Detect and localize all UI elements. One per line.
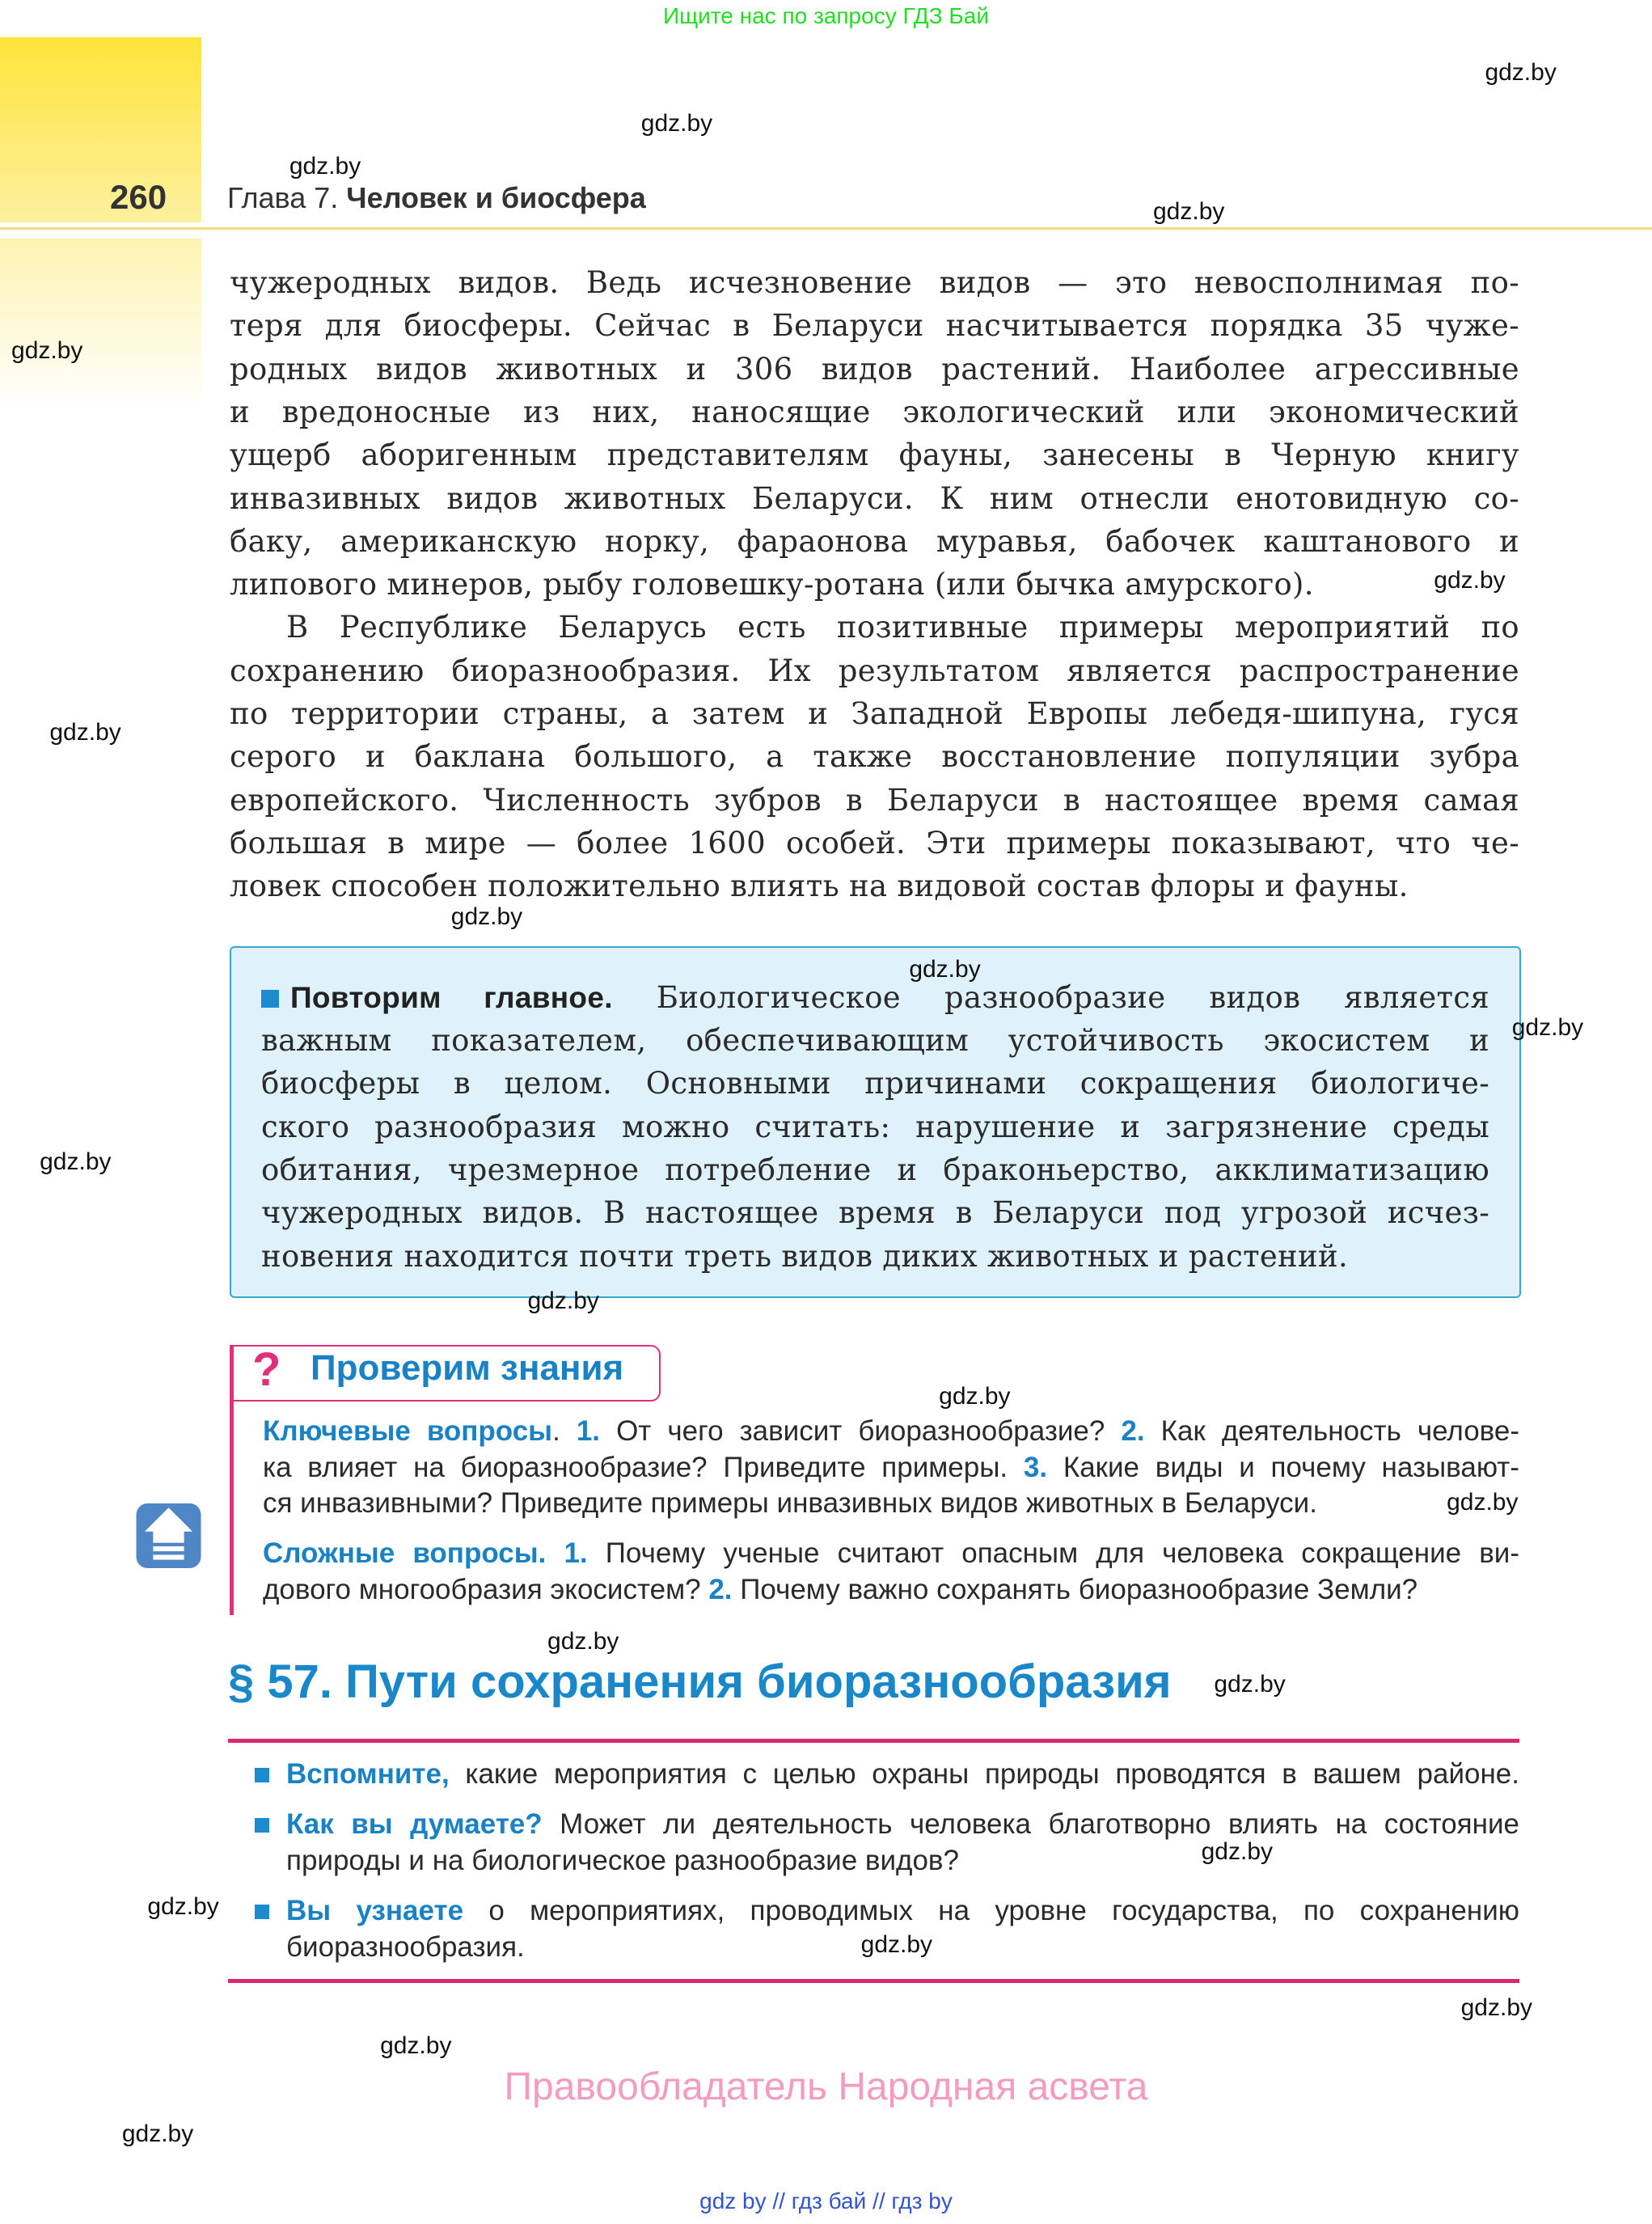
watermark: gdz.by bbox=[49, 718, 121, 746]
summary-line: обитания, чрезмерное потребление и браконьерство, акклиматизацию bbox=[261, 1152, 1489, 1187]
watermark: gdz.by bbox=[1460, 1994, 1532, 2021]
text-segment: Может ли деятельность человека благотворно влиять на состояние bbox=[542, 1808, 1519, 1840]
watermark: gdz.by bbox=[289, 152, 361, 180]
home-up-icon[interactable] bbox=[136, 1503, 201, 1568]
emphasis-text: 2. bbox=[1121, 1415, 1145, 1447]
intro-line bbox=[286, 1808, 1519, 1841]
body-line: европейского. Численность зубров в Беларуси в настоящее время самая bbox=[230, 782, 1519, 818]
question-line bbox=[263, 1574, 1519, 1606]
watermark: gdz.by bbox=[860, 1931, 933, 1959]
question-mark-icon: ? bbox=[252, 1343, 281, 1396]
text-segment: ка влияет на биоразнообразие? Приведите примеры. bbox=[263, 1452, 1024, 1483]
body-line: ущерб аборигенным представителям фауны, занесены в Черную книгу bbox=[230, 438, 1519, 473]
emphasis-text: 1. bbox=[576, 1415, 601, 1447]
watermark: gdz.by bbox=[11, 336, 83, 364]
body-line: В Республике Беларусь есть позитивные примеры мероприятий по bbox=[286, 610, 1519, 645]
chapter-prefix: Глава 7. bbox=[227, 181, 339, 214]
text-segment: дового многообразия экосистем? bbox=[263, 1574, 709, 1605]
text-segment bbox=[546, 1537, 564, 1569]
body-line: серого и баклана большого, а также восстановление популяции зубра bbox=[230, 739, 1519, 775]
text-segment: какие мероприятия с целью охраны природы проводятся в вашем районе. bbox=[449, 1758, 1519, 1790]
watermark: gdz.by bbox=[1511, 1013, 1584, 1041]
text-segment: о мероприятиях, проводимых на уровне государства, по сохранению bbox=[463, 1895, 1519, 1926]
watermark: gdz.by bbox=[380, 2032, 452, 2060]
question-line bbox=[263, 1537, 1519, 1570]
watermark: gdz.by bbox=[1485, 59, 1557, 87]
text-segment: От чего зависит биоразнообразие? bbox=[600, 1415, 1122, 1447]
watermark: gdz.by bbox=[1434, 567, 1506, 594]
body-line: большая в мире — более 1600 особей. Эти примеры показывают, что че- bbox=[230, 825, 1519, 860]
body-line: родных видов животных и 306 видов растений. Наиболее агрессивные bbox=[230, 351, 1519, 387]
body-line: теря для биосферы. Сейчас в Беларуси насчитывается порядка 35 чуже- bbox=[230, 308, 1519, 344]
text-segment: . bbox=[552, 1415, 577, 1447]
watermark: gdz.by bbox=[1201, 1837, 1274, 1865]
text-segment: биоразнообразия. bbox=[286, 1931, 525, 1963]
margin-decoration bbox=[0, 239, 201, 412]
page-number: 260 bbox=[110, 178, 167, 216]
header-divider bbox=[0, 227, 1652, 230]
intro-line bbox=[286, 1845, 1519, 1877]
text-segment: Почему ученые считают опасным для человека сокращение ви- bbox=[587, 1537, 1520, 1569]
body-line: чужеродных видов. Ведь исчезновение видов — это невосполнимая по- bbox=[230, 265, 1519, 300]
intro-line bbox=[286, 1758, 1519, 1791]
question-line bbox=[263, 1487, 1519, 1520]
section-divider-top bbox=[228, 1739, 1519, 1743]
check-title: Проверим знания bbox=[311, 1348, 624, 1388]
summary-line: ского разнообразия можно считать: нарушение и загрязнение среды bbox=[261, 1109, 1489, 1144]
watermark: gdz.by bbox=[939, 1382, 1011, 1410]
text-segment: природы и на биологическое разнообразие видов? bbox=[286, 1845, 959, 1876]
square-bullet-icon bbox=[255, 1818, 269, 1833]
watermark: gdz.by bbox=[640, 110, 713, 137]
footer-links[interactable]: gdz by // гдз бай // гдз by bbox=[699, 2188, 953, 2213]
watermark: gdz.by bbox=[527, 1287, 599, 1315]
intro-line bbox=[286, 1895, 1519, 1927]
section-divider-bottom bbox=[228, 1979, 1519, 1983]
running-header bbox=[227, 181, 646, 215]
rights-holder: Правообладатель Народная асвета bbox=[504, 2065, 1148, 2108]
text-segment: ся инвазивными? Приведите примеры инвазивных видов животных в Беларуси. bbox=[263, 1487, 1317, 1519]
body-line: по территории страны, а затем и Западной Европы лебедя-шипуна, гуся bbox=[230, 696, 1519, 731]
watermark: gdz.by bbox=[1214, 1670, 1286, 1698]
body-line: инвазивных видов животных Беларуси. К ним отнесли енотовидную со- bbox=[230, 480, 1519, 516]
summary-first-line: Повторим главное. Биологическое разнообразие видов является bbox=[261, 980, 1489, 1015]
emphasis-text: Вспомните, bbox=[286, 1758, 450, 1790]
question-line bbox=[263, 1415, 1519, 1448]
summary-line: новения находится почти треть видов диких животных и растений. bbox=[261, 1238, 1349, 1274]
question-line bbox=[263, 1452, 1519, 1484]
emphasis-text: Как вы думаете? bbox=[286, 1808, 543, 1840]
body-line: ловек способен положительно влиять на видовой состав флоры и фауны. bbox=[230, 869, 1409, 904]
emphasis-text: 1. bbox=[564, 1537, 588, 1569]
watermark: gdz.by bbox=[1153, 198, 1225, 226]
summary-label: Повторим главное. bbox=[290, 981, 613, 1014]
summary-line: чужеродных видов. В настоящее время в Беларуси под угрозой исчез- bbox=[261, 1195, 1489, 1231]
summary-line: важным показателем, обеспечивающим устойчивость экосистем и bbox=[261, 1023, 1489, 1058]
watermark: gdz.by bbox=[1447, 1489, 1519, 1516]
body-line: и вредоносные из них, наносящие экологический или экономический bbox=[230, 394, 1519, 429]
square-bullet-icon bbox=[261, 990, 279, 1008]
square-bullet-icon bbox=[255, 1768, 269, 1782]
chapter-title: Человек и биосфера bbox=[346, 181, 646, 214]
body-line: баку, американскую норку, фараонова муравья, бабочек каштанового и bbox=[230, 523, 1519, 559]
emphasis-text: Вы узнаете bbox=[286, 1895, 464, 1926]
text-segment: Какие виды и почему называют- bbox=[1047, 1452, 1519, 1483]
watermark: gdz.by bbox=[450, 903, 523, 930]
emphasis-text: Ключевые вопросы bbox=[263, 1415, 553, 1447]
emphasis-text: 2. bbox=[708, 1574, 733, 1605]
emphasis-text: Сложные вопросы. bbox=[263, 1537, 547, 1569]
summary-line: биосферы в целом. Основными причинами сокращения биологиче- bbox=[261, 1066, 1489, 1101]
page-corner-decoration bbox=[0, 37, 201, 222]
watermark: gdz.by bbox=[40, 1148, 112, 1176]
emphasis-text: 3. bbox=[1023, 1452, 1048, 1483]
watermark: gdz.by bbox=[147, 1893, 219, 1921]
search-banner: Ищите нас по запросу ГДЗ Бай bbox=[662, 3, 990, 28]
text-segment: Как деятельность челове- bbox=[1144, 1415, 1519, 1447]
watermark: gdz.by bbox=[121, 2120, 194, 2147]
body-line: липового минеров, рыбу головешку-ротана (или бычка амурского). bbox=[230, 567, 1314, 603]
watermark: gdz.by bbox=[547, 1628, 619, 1655]
section-heading: § 57. Пути сохранения биоразнообразия bbox=[228, 1655, 1172, 1708]
body-line: сохранению биоразнообразия. Их результатом является распространение bbox=[230, 653, 1519, 688]
text-segment: Почему важно сохранять биоразнообразие Земли? bbox=[732, 1574, 1418, 1605]
watermark: gdz.by bbox=[909, 955, 981, 983]
square-bullet-icon bbox=[255, 1905, 269, 1919]
